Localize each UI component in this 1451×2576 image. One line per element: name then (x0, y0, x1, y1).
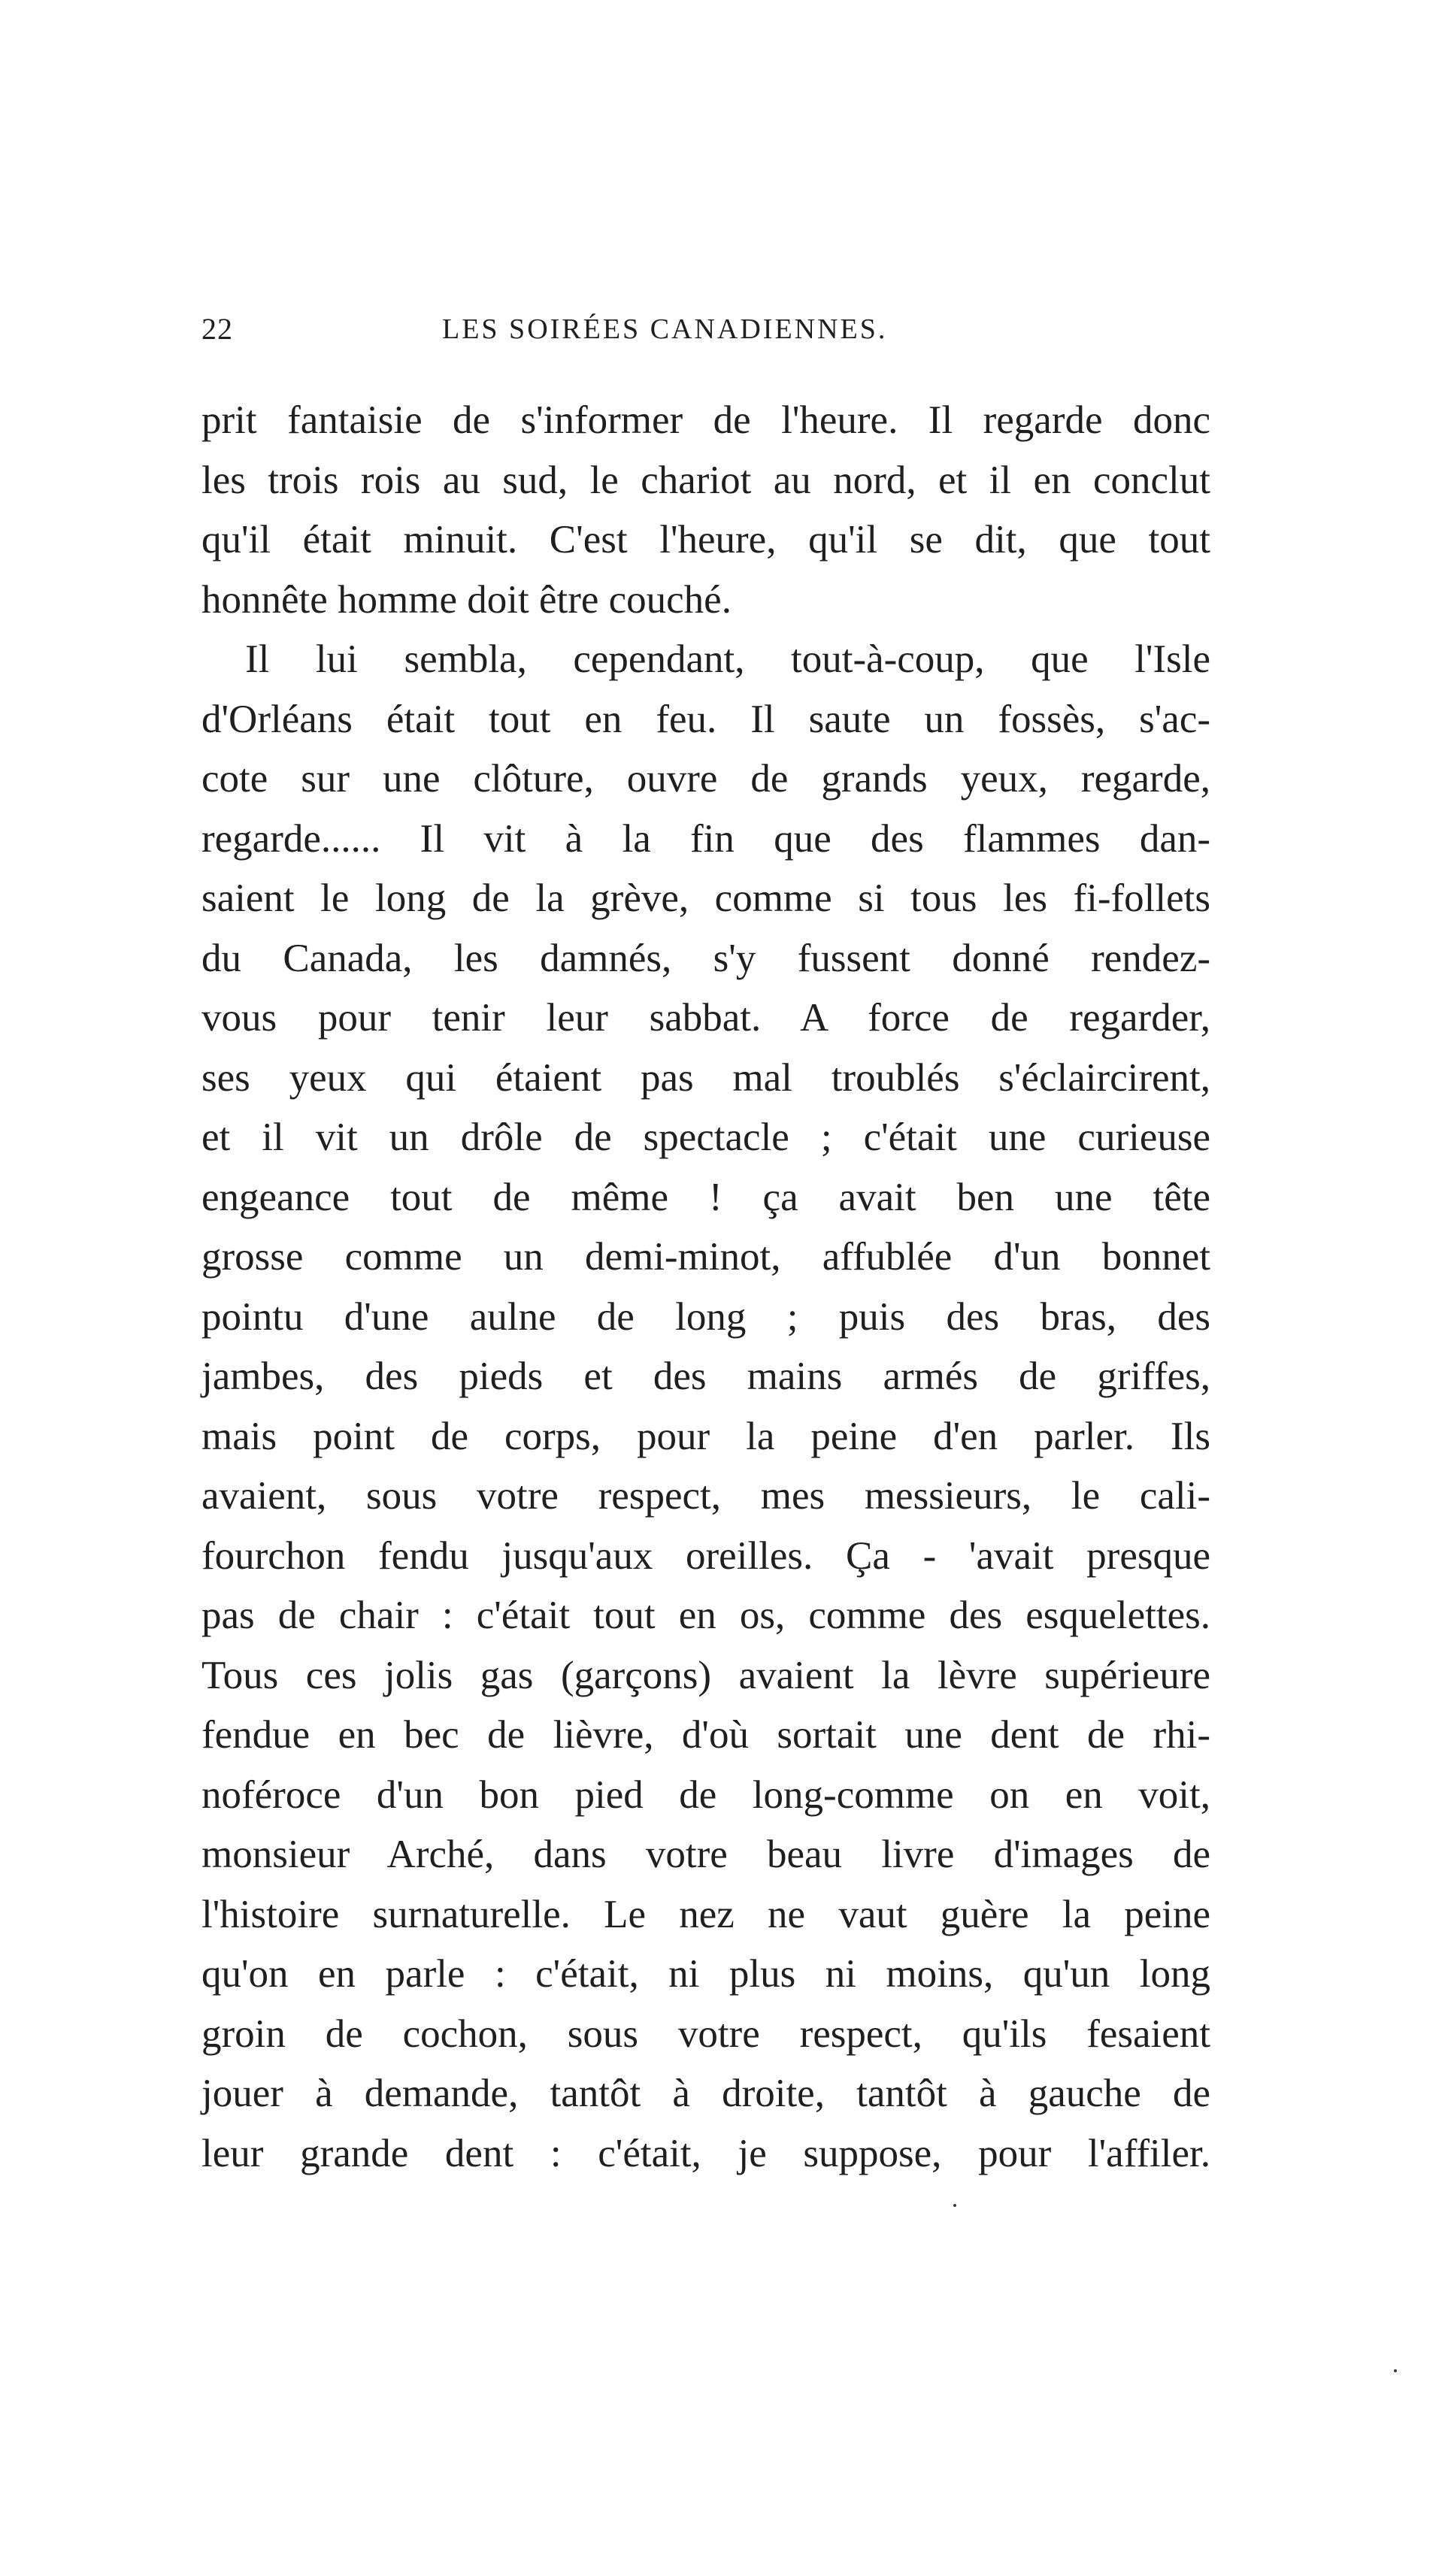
text-line: jambes, des pieds et des mains armés de griffes, (201, 1355, 1210, 1398)
text-line: regarde...... Il vit à la fin que des flammes dan- (201, 816, 1210, 861)
paragraph-1 (201, 391, 1210, 630)
text-line: Tous ces jolis gas (garçons) avaient la lèvre supérieure (201, 1653, 1210, 1697)
text-line: Il lui sembla, cependant, tout-à-coup, que l'Isle (245, 637, 1210, 681)
text-line: qu'on en parle : c'était, ni plus ni moins, qu'un long (201, 1952, 1210, 1996)
page-number: 22 (201, 312, 233, 346)
running-title: LES SOIRÉES CANADIENNES. (442, 313, 888, 345)
text-line: saient le long de la grève, comme si tous les fi-follets (201, 876, 1210, 920)
text-line: leur grande dent : c'était, je suppose, pour l'affiler. (201, 2131, 1210, 2175)
text-line: groin de cochon, sous votre respect, qu'ils fesaient (201, 2011, 1210, 2056)
text-line: avaient, sous votre respect, mes messieurs, le cali- (201, 1474, 1210, 1518)
text-line: pas de chair : c'était tout en os, comme des esquelettes. (201, 1594, 1210, 1637)
text-line: l'histoire surnaturelle. Le nez ne vaut guère la peine (201, 1892, 1210, 1936)
page-header (201, 307, 1209, 352)
text-line: prit fantaisie de s'informer de l'heure. Il regarde donc (201, 398, 1210, 442)
text-line: noféroce d'un bon pied de long-comme on en voit, (201, 1772, 1210, 1817)
text-line: pointu d'une aulne de long ; puis des bras, des (201, 1294, 1210, 1339)
body-text (201, 391, 1210, 2184)
text-line: honnête homme doit être couché. (201, 577, 732, 622)
text-line: d'Orléans était tout en feu. Il saute un fossès, s'ac- (201, 697, 1210, 741)
text-line: fourchon fendu jusqu'aux oreilles. Ça - 'avait presque (201, 1533, 1210, 1578)
text-line: grosse comme un demi-minot, affublée d'un bonnet (201, 1235, 1210, 1279)
text-line: cote sur une clôture, ouvre de grands yeux, regarde, (201, 757, 1210, 801)
text-line: et il vit un drôle de spectacle ; c'était une curieuse (201, 1115, 1210, 1159)
text-line: les trois rois au sud, le chariot au nord, et il en conclut (201, 458, 1210, 502)
paragraph-2 (201, 630, 1210, 2184)
text-line: jouer à demande, tantôt à droite, tantôt à gauche de (201, 2072, 1210, 2115)
text-line: fendue en bec de lièvre, d'où sortait une dent de rhi- (201, 1713, 1210, 1757)
text-line: qu'il était minuit. C'est l'heure, qu'il se dit, que tout (201, 518, 1210, 562)
text-line: ses yeux qui étaient pas mal troublés s'éclaircirent, (201, 1055, 1210, 1100)
speck-mark (1394, 2369, 1397, 2372)
text-line: du Canada, les damnés, s'y fussent donné rendez- (201, 936, 1210, 980)
speck-mark (953, 2204, 956, 2207)
text-line: monsieur Arché, dans votre beau livre d'images de (201, 1833, 1210, 1876)
text-line: vous pour tenir leur sabbat. A force de regarder, (201, 996, 1210, 1040)
text-line: engeance tout de même ! ça avait ben une tête (201, 1175, 1210, 1219)
text-line: mais point de corps, pour la peine d'en parler. Ils (201, 1414, 1210, 1458)
